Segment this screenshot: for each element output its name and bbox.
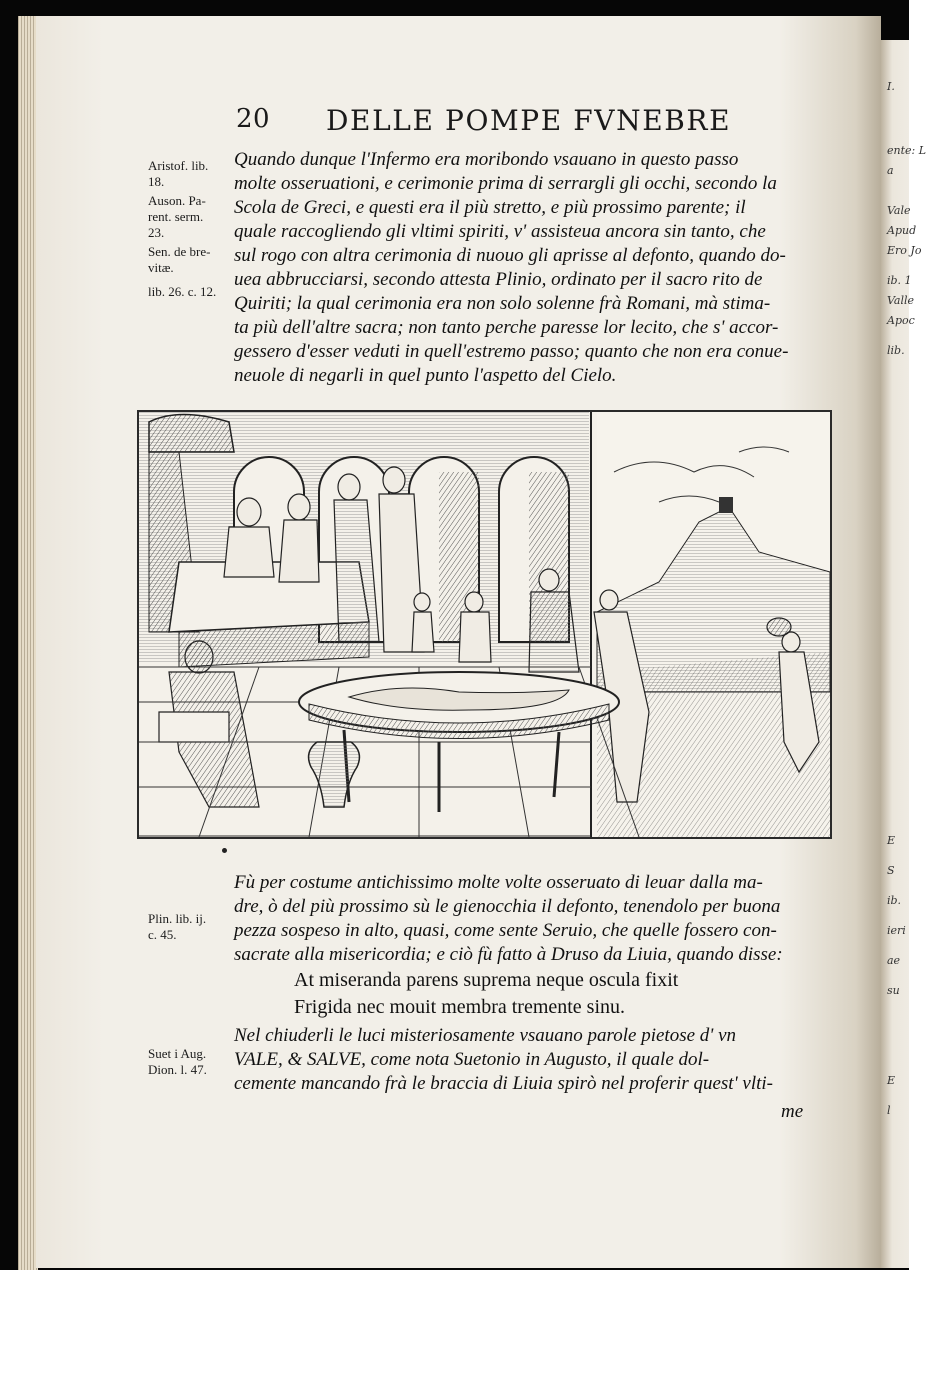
margin-note-line: rent. serm. [148,209,204,224]
facing-fragment: ae [887,954,901,967]
seated-figure [159,641,259,807]
engraving-illustration [137,410,832,839]
text-line: quale raccogliendo gli vltimi spiriti, v' assisteua ancora sin tanto, che [234,221,766,242]
text-line: Quando dunque l'Infermo era moribondo vsauano in questo passo [234,149,739,170]
text-line: sul rogo con altra cerimonia di nuouo gli aprisse al defonto, quando do- [234,245,786,266]
facing-fragment: a [887,164,894,177]
running-head [236,104,796,144]
margin-note-plinius [148,911,206,943]
text-line: gessero d'esser veduti in quell'estremo passo; quanto che non era conue- [234,341,789,362]
margin-note-seneca [148,244,210,276]
margin-note-line: Aristof. lib. [148,158,209,173]
page-edges [18,16,38,1270]
printer-dot [222,848,227,853]
paragraph-2 [234,871,783,967]
text-line: Fù per costume antichissimo molte volte osseruato di leuar dalla ma- [234,872,763,893]
text-line: molte osseruationi, e cerimonie prima di serrargli gli occhi, secondo la [234,173,777,194]
verse-line-1: At miseranda parens suprema neque oscula fixit [294,969,679,991]
facing-fragment: Valle [887,294,915,307]
facing-fragment: Ero Jo [887,244,922,257]
facing-fragment: su [887,984,900,997]
text-line: pezza sospeso in alto, quasi, come sente Seruio, che quelle fossero con- [234,920,777,941]
margin-note-line: Dion. l. 47. [148,1062,207,1077]
facing-fragment: ib. 1 [887,274,912,287]
margin-note-auson [148,193,206,241]
catchword: me [781,1101,804,1122]
margin-note-line: 23. [148,225,165,240]
text-line: sacrate alla misericordia; e ciò fù fatto à Druso da Liuia, quando disse: [234,944,783,965]
text-line: neuole di negarli in quel punto l'aspetto del Cielo. [234,365,617,386]
margin-note-line: Suet i Aug. [148,1046,207,1061]
margin-note-line: 18. [148,174,165,189]
book-page [36,16,881,1268]
facing-fragment: lib. [887,344,905,357]
facing-fragment: ib. [887,894,902,907]
margin-note-line: vitæ. [148,260,174,275]
verse [294,967,678,1021]
margin-note-line: lib. 26. c. 12. [148,284,217,299]
facing-fragment: Vale [887,204,911,217]
text-line: uea abbrucciarsi, secondo attesta Plinio, ordinato per il sacro rito de [234,269,763,290]
facing-fragment: ieri [887,924,906,937]
facing-page-edge [881,40,926,1268]
text-line: Quiriti; la qual cerimonia era non solo solenne frà Romani, mà stima- [234,293,771,314]
engraving-svg [139,412,830,837]
facing-fragment: I. [887,80,895,93]
text-line: ta più dell'altre sacra; non tanto perche paresse lor lecito, che s' accor- [234,317,779,338]
facing-fragment: ente: L [887,144,926,157]
margin-note-aristof [148,158,208,190]
margin-note-line: Sen. de bre- [148,244,211,259]
margin-note-line: Auson. Pa- [148,193,206,208]
paragraph-3 [234,1024,773,1096]
text-line: dre, ò del più prossimo sù le gienocchia il defonto, tenendolo per buona [234,896,781,917]
verse-line-2: Frigida nec mouit membra tremente sinu. [294,996,626,1018]
facing-fragment: S [887,864,895,877]
facing-fragment: Apud [887,224,917,237]
text-line: Nel chiuderli le luci misteriosamente vsauano parole pietose d' vn [234,1025,737,1046]
text-line: Scola de Greci, e questi era il più stretto, e più prossimo parente; il [234,197,746,218]
margin-note-line: c. 45. [148,927,177,942]
page-title: DELLE POMPE FVNEBRE [326,104,732,137]
facing-fragment: E [887,1074,896,1087]
page-number: 20 [236,104,271,134]
paragraph-1 [234,148,788,388]
margin-note-lib [148,284,216,300]
facing-fragment: Apoc [887,314,915,327]
facing-fragment: l [887,1104,891,1117]
text-line: VALE, & SALVE, come nota Suetonio in Augusto, il quale dol- [234,1049,710,1070]
text-line: cemente mancando frà le braccia di Liuia spirò nel proferir quest' vlti- [234,1073,773,1094]
hilltop-castle [719,497,733,513]
margin-note-suetonius [148,1046,207,1078]
margin-note-line: Plin. lib. ij. [148,911,207,926]
bed-canopy [149,415,234,453]
facing-fragment: E [887,834,896,847]
